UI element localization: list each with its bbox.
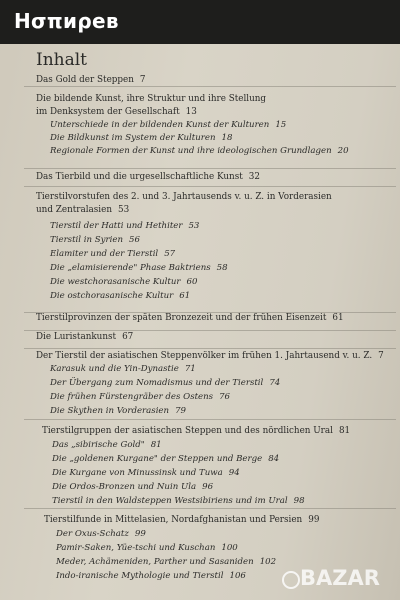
toc-subentry: Die ostchorasanische Kultur 61: [50, 291, 191, 301]
banner-title: Ησπиρев: [14, 9, 119, 33]
toc-subentry: Tierstil in Syrien 56: [50, 235, 140, 245]
toc-subentry: Die „goldenen Kurgane" der Steppen und Berge 84: [52, 454, 280, 464]
toc-subentry: Tierstil der Hatti und Hethiter 53: [50, 221, 200, 231]
toc-subentry: Tierstil in den Waldsteppen Westsibiriens und im Ural 98: [52, 496, 305, 506]
toc-entry: Der Tierstil der asiatischen Steppenvölker im frühen 1. Jahrtausend v. u. Z. 7: [36, 351, 384, 361]
toc-subentry: Die Ordos-Bronzen und Nuin Ula 96: [52, 482, 214, 492]
section-divider: [24, 168, 396, 169]
toc-subentry: Elamiter und der Tierstil 57: [50, 249, 176, 259]
toc-entry: im Denksystem der Gesellschaft 13: [36, 107, 197, 117]
toc-entry: Tierstilgruppen der asiatischen Steppen und des nördlichen Ural 81: [42, 426, 351, 436]
toc-subentry: Pamir-Saken, Yüe-tschi und Kuschan 100: [56, 543, 238, 553]
toc-subentry: Die westchorasanische Kultur 60: [50, 277, 198, 287]
toc-subentry: Indo-iranische Mythologie und Tierstil 106: [56, 571, 246, 581]
toc-entry: Das Tierbild und die urgesellschaftliche Kunst 32: [36, 172, 260, 182]
toc-subentry: Karasuk und die Yin-Dynastie 71: [50, 364, 196, 374]
watermark-logo-icon: [282, 571, 300, 589]
toc-subentry: Die Kurgane von Minussinsk und Tuwa 94: [52, 468, 240, 478]
toc-subentry: Der Oxus-Schatz 99: [56, 529, 146, 539]
section-divider: [24, 419, 396, 420]
toc-entry: Tierstilprovinzen der späten Bronzezeit und der frühen Eisenzeit 61: [36, 313, 344, 323]
toc-subentry: Unterschiede in der bildenden Kunst der Kulturen 15: [50, 120, 287, 130]
section-divider: [24, 330, 396, 331]
toc-entry: Tierstilfunde in Mittelasien, Nordafghanistan und Persien 99: [44, 515, 320, 525]
section-divider: [24, 86, 396, 87]
toc-subentry: Das „sibirische Gold" 81: [52, 440, 162, 450]
toc-subentry: Die frühen Fürstengräber des Ostens 76: [50, 392, 231, 402]
section-divider: [24, 348, 396, 349]
section-divider: [24, 508, 396, 509]
toc-entry: Die Luristankunst 67: [36, 332, 134, 342]
toc-subentry: Die Bildkunst im System der Kulturen 18: [50, 133, 233, 143]
toc-entry: Die bildende Kunst, ihre Struktur und ihre Stellung: [36, 94, 267, 104]
toc-entry: und Zentralasien 53: [36, 205, 130, 215]
toc-subentry: Der Übergang zum Nomadismus und der Tierstil 74: [50, 378, 281, 388]
toc-subentry: Die Skythen in Vorderasien 79: [50, 406, 186, 416]
toc-subentry: Regionale Formen der Kunst und ihre ideologischen Grundlagen 20: [50, 146, 349, 156]
toc-entry: Das Gold der Steppen 7: [36, 75, 146, 85]
toc-subentry: Meder, Achämeniden, Parther und Sasaniden 102: [56, 557, 277, 567]
toc-subentry: Die „elamisierende" Phase Baktriens 58: [50, 263, 228, 273]
watermark: BAZAR: [300, 566, 380, 590]
toc-entry: Tierstilvorstufen des 2. und 3. Jahrtausends v. u. Z. in Vorderasien: [36, 192, 332, 202]
section-divider: [24, 186, 396, 187]
contents-heading: Inhalt: [36, 50, 88, 70]
